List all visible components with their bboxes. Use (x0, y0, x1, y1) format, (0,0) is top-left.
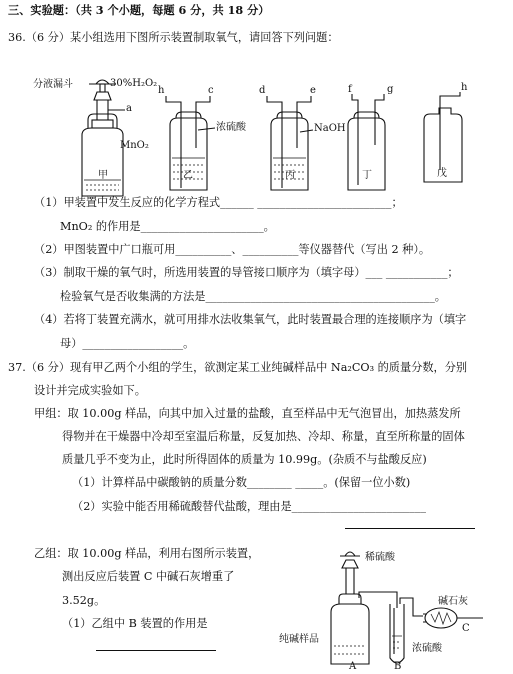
label-conc-sulfuric-acid-B: 浓硫酸 (412, 643, 442, 654)
q37-jia-line2: 得物并在干燥器中冷却至室温后称量，反复加热、冷却、称量，直至所称量的固体 (62, 430, 465, 443)
q37-intro-line1: 37.（6 分）现有甲乙两个小组的学生，欲测定某工业纯碱样品中 Na₂CO₃ 的质量分数，分别 (8, 361, 468, 374)
label-separatory-funnel: 分液漏斗 (33, 79, 73, 90)
q36-part3b: 检验氧气是否收集满的方法是_________________________________________。 (60, 290, 446, 303)
q36-part4a: （4）若将丁装置充满水，就可用排水法收集氧气，此时装置最合理的连接顺序为（填字 (34, 313, 467, 326)
label-a: a (126, 103, 132, 114)
q37-jia-line3: 质量几乎不变为止，此时所得固体的质量为 10.99g。(杂质不与盐酸反应) (62, 453, 427, 466)
answer-line (345, 528, 475, 529)
label-soda-sample: 纯碱样品 (279, 634, 319, 645)
label-naoh: NaOH (314, 123, 346, 134)
q37-jia-sub2: （2）实验中能否用稀硫酸替代盐酸，理由是________________________ (72, 500, 426, 513)
q37-yi-sub1: （1）乙组中 B 装置的作用是 (62, 617, 208, 630)
q36-part1a: （1）甲装置中发生反应的化学方程式______ ________________________； (34, 196, 403, 209)
label-g: g (387, 84, 394, 95)
q36-part1b: MnO₂ 的作用是______________________。 (60, 220, 275, 233)
label-e: e (310, 85, 316, 96)
q37-yi-line2: 测出反应后装置 C 中碱石灰增重了 (62, 570, 235, 583)
apparatus-B (390, 598, 413, 663)
label-h-wu: h (461, 82, 468, 93)
label-c: c (208, 85, 214, 96)
q36-part2: （2）甲图装置中广口瓶可用__________、__________等仪器替代（写出 2 种）。 (34, 243, 431, 256)
q37-intro-line2: 设计并完成实验如下。 (34, 384, 146, 397)
label-dilute-sulfuric-acid: 稀硫酸 (365, 552, 395, 563)
caption-yi: 乙 (183, 170, 193, 181)
caption-ding: 丁 (362, 170, 372, 181)
q36-part4b: 母）__________________。 (60, 337, 195, 350)
apparatus-C (413, 608, 483, 628)
q37-jia-sub1: （1）计算样品中碳酸钠的质量分数________ _____。(保留一位小数) (72, 476, 411, 489)
section-heading: 三、实验题：（共 3 个小题，每题 6 分，共 18 分） (8, 3, 270, 17)
apparatus-A (331, 552, 397, 664)
label-A: A (349, 661, 357, 672)
answer-line (96, 650, 216, 651)
label-mno2: MnO₂ (120, 140, 149, 151)
q37-yi-line1: 乙组：取 10.00g 样品，利用右图所示装置， (34, 547, 260, 560)
q36-part3a: （3）制取干燥的氧气时，所选用装置的导管接口顺序为（填字母）___ ___________； (34, 266, 459, 279)
label-d: d (259, 85, 266, 96)
caption-wu: 戊 (437, 168, 447, 179)
caption-jia: 甲 (98, 170, 108, 181)
q37-jia-line1: 甲组：取 10.00g 样品，向其中加入过量的盐酸，直至样品中无气泡冒出，加热蒸发所 (34, 407, 461, 420)
label-h2o2: 30%H₂O₂ (110, 78, 158, 89)
label-f: f (348, 84, 352, 95)
label-C: C (462, 623, 470, 634)
label-soda-lime: 碱石灰 (438, 596, 468, 607)
label-conc-sulfuric-acid: 浓硫酸 (216, 122, 246, 133)
caption-bing: 丙 (285, 170, 295, 181)
q37-yi-line3: 3.52g。 (62, 594, 106, 607)
q36-intro: 36.（6 分）某小组选用下图所示装置制取氧气，请回答下列问题： (8, 31, 339, 44)
label-h-yi: h (158, 85, 165, 96)
label-B: B (394, 661, 402, 672)
